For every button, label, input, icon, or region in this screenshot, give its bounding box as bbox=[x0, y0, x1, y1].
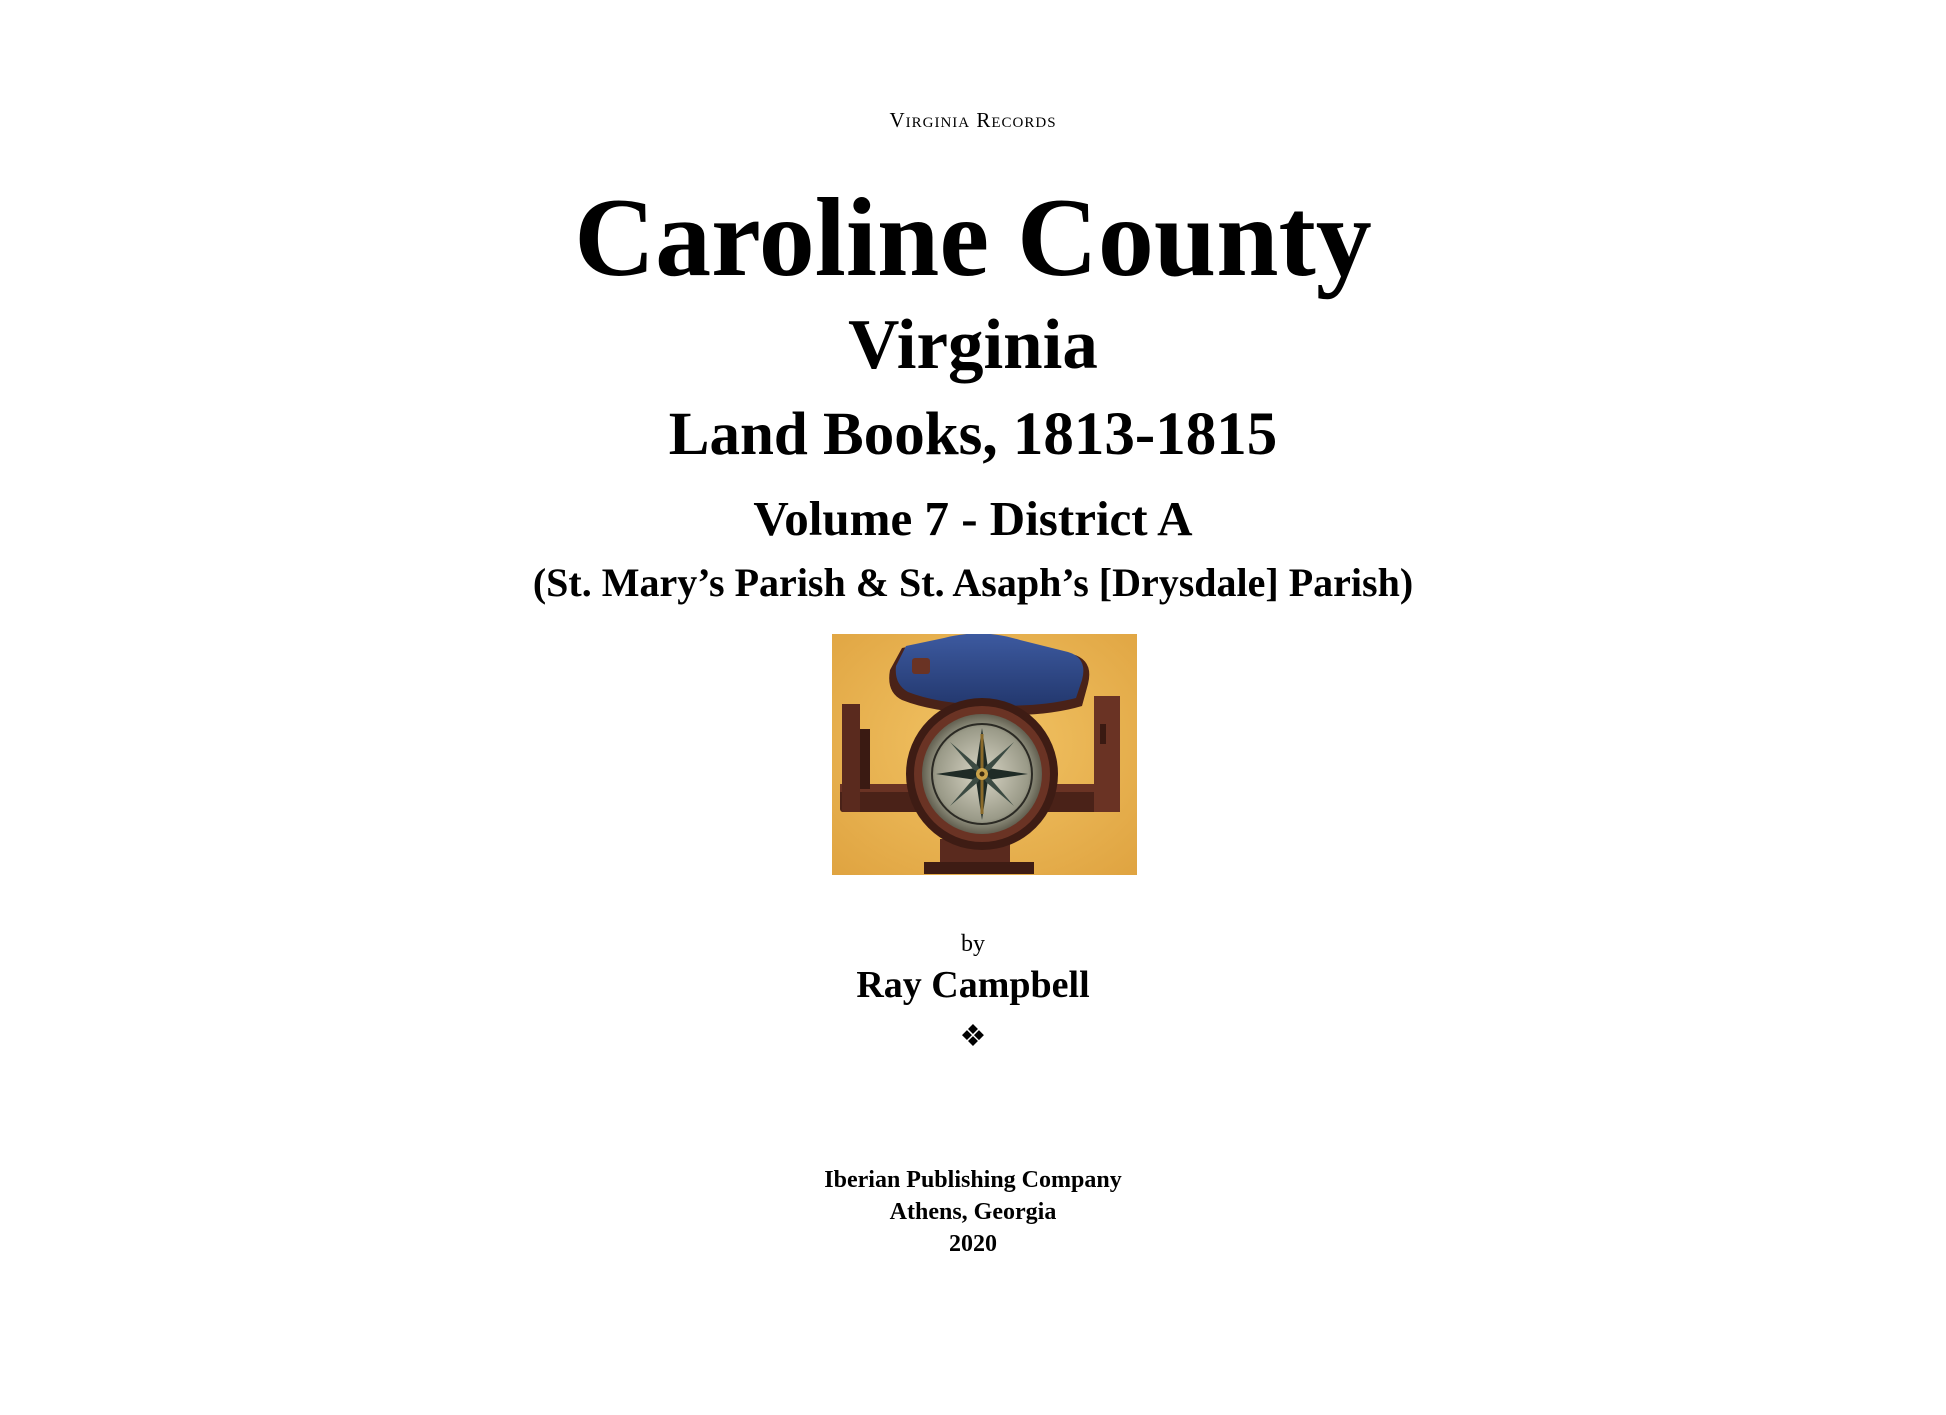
state-name: Virginia bbox=[848, 306, 1098, 384]
by-label: by bbox=[961, 931, 985, 957]
book-title: Caroline County bbox=[574, 176, 1372, 300]
author-name: Ray Campbell bbox=[856, 964, 1090, 1006]
publication-year: 2020 bbox=[949, 1231, 997, 1257]
compass-photo bbox=[832, 634, 1137, 875]
volume-label: Volume 7 - District A bbox=[753, 491, 1193, 546]
series-name: Virginia Records bbox=[889, 108, 1057, 132]
parish-label: (St. Mary’s Parish & St. Asaph’s [Drysdale] Parish) bbox=[532, 560, 1414, 605]
publisher-name: Iberian Publishing Company bbox=[824, 1167, 1122, 1193]
compass-image bbox=[832, 634, 1137, 875]
publisher-city: Athens, Georgia bbox=[889, 1199, 1057, 1225]
ornament-icon: ❖ bbox=[959, 1020, 987, 1053]
book-subtitle: Land Books, 1813-1815 bbox=[668, 401, 1278, 468]
